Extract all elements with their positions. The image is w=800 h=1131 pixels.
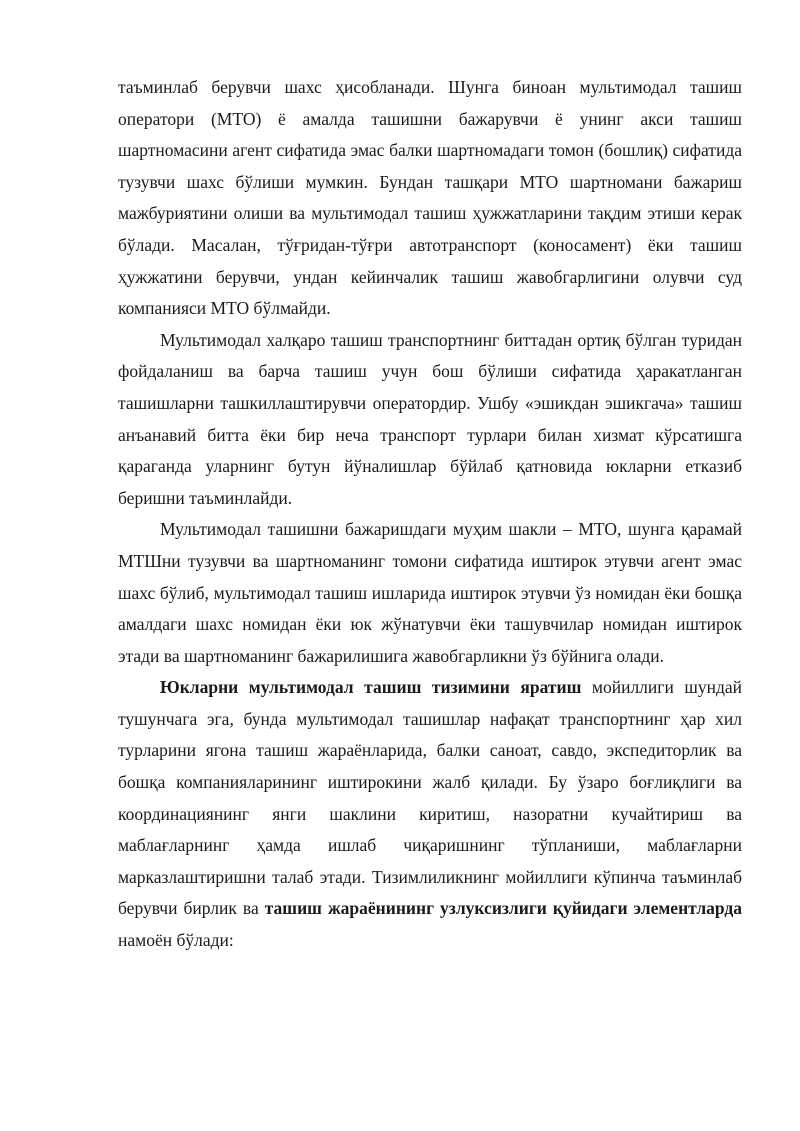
paragraph-1 <box>118 72 742 325</box>
paragraph-3-text: Мультимодал ташишни бажаришдаги муҳим шакли – МТО, шунга қарамай МТШни тузувчи ва шартноманинг томони сифатида иштирок этувчи агент эмас шахс бўлиб, мультимодал ташиш ишларида иштирок этувчи ўз номидан ёки бошқа амалдаги шахс номидан ёки юк жўнатувчи ёки ташувчилар номидан иштирок этади ва шартноманинг бажарилишига жавобгарликни ўз бўйнига олади. <box>118 519 742 666</box>
paragraph-4-bold-term: Юкларни мультимодал ташиш тизимини яратиш <box>160 677 582 698</box>
paragraph-3 <box>118 514 742 672</box>
paragraph-4-bold-phrase: ташиш жараёнининг узлуксизлиги қуйидаги элементларда <box>264 898 742 919</box>
paragraph-4 <box>118 672 742 956</box>
paragraph-2 <box>118 325 742 515</box>
paragraph-4-ending: намоён бўлади: <box>118 930 234 951</box>
paragraph-1-text: таъминлаб берувчи шахс ҳисобланади. Шунга биноан мультимодал ташиш оператори (МТО) ё амалда ташишни бажарувчи ё унинг акси ташиш шартномасини агент сифатида эмас балки шартномадаги томон (бошлиқ) сифатида тузувчи шахс бўлиши мумкин. Бундан ташқари МТО шартномани бажариш мажбуриятини олиши ва мультимодал ташиш ҳужжатларини тақдим этиши керак бўлади. Масалан, тўғридан-тўғри автотранспорт (коносамент) ёки ташиш ҳужжатини берувчи, ундан кейинчалик ташиш жавобгарлигини олувчи суд компанияси МТО бўлмайди. <box>118 77 742 319</box>
document-body <box>118 72 742 957</box>
paragraph-4-text: мойиллиги шундай тушунчага эга, бунда мультимодал ташишлар нафақат транспортнинг ҳар хил турларини ягона ташиш жараёнларида, балки саноат, савдо, экспедиторлик ва бошқа компанияларининг иштирокини жалб қилади. Бу ўзаро боғлиқлиги ва координациянинг янги шаклини киритиш, назоратни кучайтириш ва маблағларнинг ҳамда ишлаб чиқаришнинг тўпланиши, маблағларни марказлаштиришни талаб этади. Тизимлиликнинг мойиллиги кўпинча таъминлаб берувчи бирлик ва <box>118 677 742 919</box>
paragraph-2-text: Мультимодал халқаро ташиш транспортнинг биттадан ортиқ бўлган туридан фойдаланиш ва барча ташиш учун бош бўлиши сифатида ҳаракатланган ташишларни ташкиллаштирувчи оператордир. Ушбу «эшикдан эшикгача» ташиш анъанавий битта ёки бир неча транспорт турлари билан хизмат кўрсатишга қараганда уларнинг бутун йўналишлар бўйлаб қатновида юкларни етказиб беришни таъминлайди. <box>118 329 742 508</box>
